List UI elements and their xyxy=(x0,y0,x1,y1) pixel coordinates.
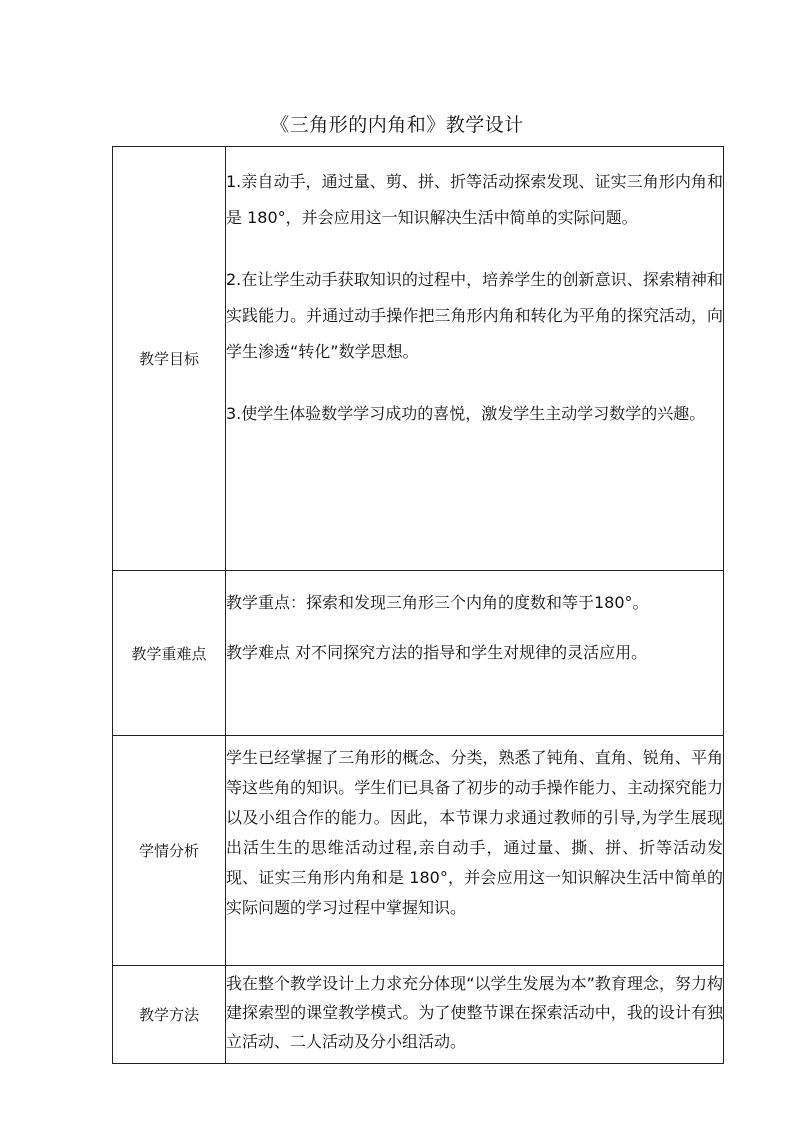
table-row xyxy=(113,147,724,571)
goal-paragraph-2: 2.在让学生动手获取知识的过程中，培养学生的创新意识、探索精神和实践能力。并通过动手操作把三角形内角和转化为平角的探究活动，向学生渗透“转化”数学思想。 xyxy=(226,270,723,361)
method-paragraph: 我在整个教学设计上力求充分体现“以学生发展为本”教育理念，努力构建探索型的课堂教学模式。为了使整节课在探索活动中，我的设计有独立活动、二人活动及分小组活动。 xyxy=(226,974,723,1051)
row-label-student-analysis: 学情分析 xyxy=(113,736,226,966)
goal-paragraph-1: 1.亲自动手，通过量、剪、拼、折等活动探索发现、证实三角形内角和是 180°，并会应用这一知识解决生活中简单的实际问题。 xyxy=(226,172,723,227)
table-row xyxy=(113,571,724,736)
teaching-method-content xyxy=(226,966,724,1064)
difficulty-paragraph: 教学难点 对不同探究方法的指导和学生对规律的灵活应用。 xyxy=(226,643,648,662)
lesson-plan-table xyxy=(112,146,724,1064)
document-title: 《三角形的内角和》教学设计 xyxy=(270,114,524,136)
student-analysis-content xyxy=(226,736,724,966)
row-label-key-points: 教学重难点 xyxy=(113,571,226,736)
key-point-paragraph: 教学重点：探索和发现三角形三个内角的度数和等于180°。 xyxy=(226,593,649,612)
goal-paragraph-3: 3.使学生体验数学学习成功的喜悦，激发学生主动学习数学的兴趣。 xyxy=(226,404,706,423)
key-points-content xyxy=(226,571,724,736)
table-row xyxy=(113,966,724,1064)
teaching-goals-content xyxy=(226,147,724,571)
row-label-teaching-goals: 教学目标 xyxy=(113,147,226,571)
row-label-teaching-method: 教学方法 xyxy=(113,966,226,1064)
table-row xyxy=(113,736,724,966)
analysis-paragraph: 学生已经掌握了三角形的概念、分类，熟悉了钝角、直角、锐角、平角等这些角的知识。学生们已具备了初步的动手操作能力、主动探究能力以及小组合作的能力。因此，本节课力求通过教师的引导,为学生展现出活生生的思维活动过程,亲自动手，通过量、撕、拼、折等活动发现、证实三角形内角和是 180°，并会应用这一知识解决生活中简单的实际问题的学习过程中掌握知识。 xyxy=(226,748,723,917)
